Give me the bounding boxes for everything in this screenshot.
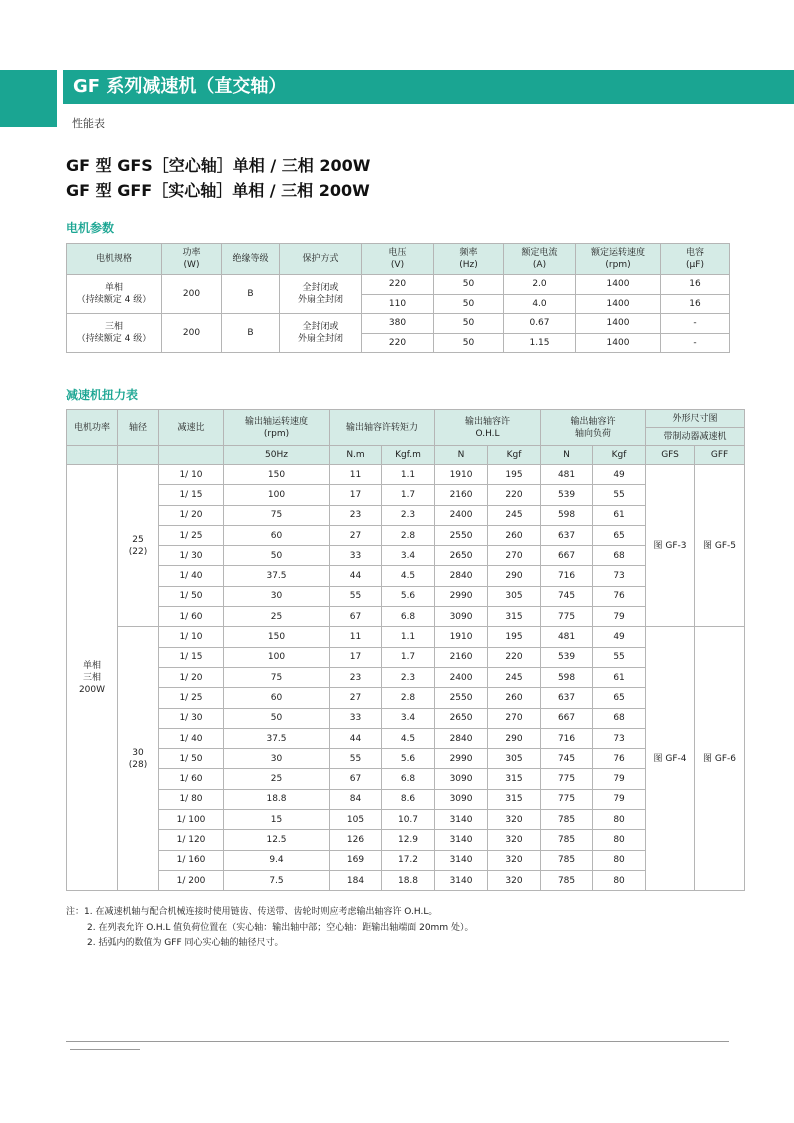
- torque-value-cell: 100: [224, 485, 330, 505]
- torque-value-cell: 1/ 40: [159, 728, 224, 748]
- torque-value-cell: 1/ 50: [159, 586, 224, 606]
- torque-value-cell: 667: [541, 546, 593, 566]
- torque-value-cell: 260: [488, 525, 541, 545]
- torque-dim-gff-cell: 图 GF-5: [695, 465, 745, 627]
- motor-header-cell: 额定电流 (A): [504, 244, 576, 275]
- torque-unit-cell: N: [435, 446, 488, 465]
- torque-value-cell: 6.8: [382, 607, 435, 627]
- torque-value-cell: 76: [593, 749, 646, 769]
- torque-table: [66, 409, 745, 891]
- torque-value-cell: 1/ 30: [159, 708, 224, 728]
- torque-dim-gfs-cell: 图 GF-4: [646, 627, 695, 891]
- torque-value-cell: 539: [541, 485, 593, 505]
- torque-value-cell: 3090: [435, 769, 488, 789]
- motor-header-cell: 电机规格: [67, 244, 162, 275]
- motor-spec-cell: 三相 （持续额定 4 级）: [67, 314, 162, 353]
- motor-value-cell: 110: [362, 294, 434, 314]
- torque-value-cell: 637: [541, 525, 593, 545]
- torque-header-ohl: 输出轴容许 O.H.L: [435, 410, 541, 446]
- torque-unit-blank: [118, 446, 159, 465]
- torque-shaft-cell: 30 (28): [118, 627, 159, 891]
- torque-value-cell: 775: [541, 769, 593, 789]
- torque-row: [67, 485, 745, 505]
- torque-value-cell: 68: [593, 546, 646, 566]
- note-1: 注：1. 在减速机轴与配合机械连接时使用链齿、传送带、齿轮时则应考虑输出轴容许 O.H.L。: [66, 907, 438, 917]
- torque-unit-cell: N: [541, 446, 593, 465]
- torque-value-cell: 785: [541, 850, 593, 870]
- torque-row: [67, 607, 745, 627]
- torque-value-cell: 79: [593, 607, 646, 627]
- torque-value-cell: 50: [224, 546, 330, 566]
- torque-value-cell: 1.7: [382, 647, 435, 667]
- torque-value-cell: 7.5: [224, 870, 330, 890]
- torque-value-cell: 4.5: [382, 566, 435, 586]
- motor-header-cell: 保护方式: [280, 244, 362, 275]
- torque-value-cell: 637: [541, 688, 593, 708]
- torque-value-cell: 79: [593, 789, 646, 809]
- torque-value-cell: 55: [330, 586, 382, 606]
- torque-value-cell: 61: [593, 667, 646, 687]
- torque-value-cell: 270: [488, 546, 541, 566]
- motor-protection-cell: 全封闭或 外扇全封闭: [280, 314, 362, 353]
- torque-value-cell: 1.7: [382, 485, 435, 505]
- torque-value-cell: 290: [488, 728, 541, 748]
- torque-row: [67, 810, 745, 830]
- torque-row: [67, 728, 745, 748]
- torque-value-cell: 2.8: [382, 688, 435, 708]
- torque-header-speed: 输出轴运转速度 (rpm): [224, 410, 330, 446]
- torque-value-cell: 1/ 100: [159, 810, 224, 830]
- motor-value-cell: 4.0: [504, 294, 576, 314]
- motor-value-cell: 1400: [576, 314, 661, 334]
- torque-value-cell: 150: [224, 465, 330, 485]
- torque-value-cell: 1/ 200: [159, 870, 224, 890]
- torque-value-cell: 598: [541, 667, 593, 687]
- motor-row: [67, 275, 730, 295]
- torque-value-cell: 37.5: [224, 566, 330, 586]
- torque-value-cell: 1/ 10: [159, 465, 224, 485]
- torque-value-cell: 2.8: [382, 525, 435, 545]
- torque-value-cell: 80: [593, 830, 646, 850]
- torque-row: [67, 546, 745, 566]
- torque-row: [67, 566, 745, 586]
- torque-header-ratio: 减速比: [159, 410, 224, 446]
- torque-unit-cell: Kgf: [488, 446, 541, 465]
- motor-value-cell: 380: [362, 314, 434, 334]
- torque-header-axial: 输出轴容许 轴向负荷: [541, 410, 646, 446]
- motor-value-cell: -: [661, 314, 730, 334]
- torque-value-cell: 1.1: [382, 465, 435, 485]
- torque-value-cell: 27: [330, 525, 382, 545]
- torque-row: [67, 647, 745, 667]
- torque-value-cell: 15: [224, 810, 330, 830]
- motor-power-cell: 200: [162, 275, 222, 314]
- torque-value-cell: 785: [541, 870, 593, 890]
- torque-value-cell: 481: [541, 627, 593, 647]
- motor-insulation-cell: B: [222, 275, 280, 314]
- torque-value-cell: 55: [593, 647, 646, 667]
- torque-value-cell: 1/ 80: [159, 789, 224, 809]
- torque-value-cell: 245: [488, 505, 541, 525]
- torque-row: [67, 667, 745, 687]
- torque-value-cell: 8.6: [382, 789, 435, 809]
- torque-value-cell: 17.2: [382, 850, 435, 870]
- torque-value-cell: 17: [330, 647, 382, 667]
- torque-row: [67, 505, 745, 525]
- torque-value-cell: 37.5: [224, 728, 330, 748]
- torque-value-cell: 2650: [435, 546, 488, 566]
- torque-value-cell: 1/ 15: [159, 647, 224, 667]
- torque-value-cell: 315: [488, 769, 541, 789]
- torque-value-cell: 11: [330, 627, 382, 647]
- motor-value-cell: 2.0: [504, 275, 576, 295]
- torque-value-cell: 25: [224, 607, 330, 627]
- torque-value-cell: 73: [593, 728, 646, 748]
- torque-value-cell: 1910: [435, 465, 488, 485]
- torque-value-cell: 76: [593, 586, 646, 606]
- torque-value-cell: 1/ 60: [159, 769, 224, 789]
- torque-value-cell: 3140: [435, 870, 488, 890]
- motor-value-cell: -: [661, 333, 730, 353]
- torque-value-cell: 667: [541, 708, 593, 728]
- torque-value-cell: 18.8: [224, 789, 330, 809]
- torque-value-cell: 55: [593, 485, 646, 505]
- torque-value-cell: 1/ 30: [159, 546, 224, 566]
- torque-value-cell: 320: [488, 830, 541, 850]
- torque-row: [67, 769, 745, 789]
- motor-header-cell: 绝缘等级: [222, 244, 280, 275]
- torque-value-cell: 1/ 50: [159, 749, 224, 769]
- torque-value-cell: 9.4: [224, 850, 330, 870]
- torque-value-cell: 3.4: [382, 708, 435, 728]
- torque-unit-blank: [67, 446, 118, 465]
- torque-unit-cell: N.m: [330, 446, 382, 465]
- motor-params-table: [66, 243, 730, 353]
- torque-value-cell: 2.3: [382, 505, 435, 525]
- torque-value-cell: 65: [593, 525, 646, 545]
- torque-value-cell: 2550: [435, 525, 488, 545]
- torque-value-cell: 1/ 160: [159, 850, 224, 870]
- torque-row: [67, 465, 745, 485]
- motor-value-cell: 50: [434, 294, 504, 314]
- torque-value-cell: 80: [593, 810, 646, 830]
- torque-value-cell: 150: [224, 627, 330, 647]
- torque-value-cell: 195: [488, 465, 541, 485]
- motor-value-cell: 220: [362, 333, 434, 353]
- torque-value-cell: 12.5: [224, 830, 330, 850]
- torque-row: [67, 749, 745, 769]
- motor-protection-cell: 全封闭或 外扇全封闭: [280, 275, 362, 314]
- torque-dim-gff-cell: 图 GF-6: [695, 627, 745, 891]
- torque-unit-cell: Kgf.m: [382, 446, 435, 465]
- motor-value-cell: 50: [434, 333, 504, 353]
- torque-value-cell: 745: [541, 586, 593, 606]
- torque-value-cell: 44: [330, 566, 382, 586]
- motor-insulation-cell: B: [222, 314, 280, 353]
- motor-header-cell: 额定运转速度 (rpm): [576, 244, 661, 275]
- torque-value-cell: 44: [330, 728, 382, 748]
- torque-value-cell: 716: [541, 566, 593, 586]
- torque-value-cell: 49: [593, 465, 646, 485]
- torque-value-cell: 1/ 60: [159, 607, 224, 627]
- torque-dim-gfs-cell: 图 GF-3: [646, 465, 695, 627]
- motor-section-title: 电机参数: [66, 221, 115, 235]
- torque-value-cell: 4.5: [382, 728, 435, 748]
- header-accent-block: [0, 70, 57, 127]
- motor-value-cell: 1400: [576, 333, 661, 353]
- torque-unit-blank: [159, 446, 224, 465]
- torque-value-cell: 785: [541, 810, 593, 830]
- torque-value-cell: 10.7: [382, 810, 435, 830]
- torque-value-cell: 305: [488, 749, 541, 769]
- torque-value-cell: 305: [488, 586, 541, 606]
- torque-value-cell: 1/ 40: [159, 566, 224, 586]
- motor-header-cell: 电容 (μF): [661, 244, 730, 275]
- torque-unit-cell: GFS: [646, 446, 695, 465]
- torque-unit-cell: 50Hz: [224, 446, 330, 465]
- torque-value-cell: 184: [330, 870, 382, 890]
- torque-value-cell: 2400: [435, 505, 488, 525]
- torque-value-cell: 775: [541, 789, 593, 809]
- torque-value-cell: 3090: [435, 607, 488, 627]
- torque-value-cell: 2160: [435, 485, 488, 505]
- torque-value-cell: 27: [330, 688, 382, 708]
- torque-value-cell: 169: [330, 850, 382, 870]
- torque-value-cell: 1/ 25: [159, 688, 224, 708]
- torque-value-cell: 716: [541, 728, 593, 748]
- torque-value-cell: 2400: [435, 667, 488, 687]
- torque-value-cell: 126: [330, 830, 382, 850]
- footnotes: [66, 905, 473, 952]
- torque-header-row-1: [67, 410, 745, 428]
- motor-power-cell: 200: [162, 314, 222, 353]
- torque-value-cell: 2650: [435, 708, 488, 728]
- torque-value-cell: 2840: [435, 728, 488, 748]
- torque-value-cell: 11: [330, 465, 382, 485]
- motor-value-cell: 1400: [576, 275, 661, 295]
- torque-value-cell: 75: [224, 667, 330, 687]
- torque-value-cell: 61: [593, 505, 646, 525]
- torque-row: [67, 789, 745, 809]
- torque-value-cell: 2990: [435, 749, 488, 769]
- motor-value-cell: 16: [661, 275, 730, 295]
- motor-value-cell: 16: [661, 294, 730, 314]
- torque-unit-cell: Kgf: [593, 446, 646, 465]
- page-subtitle: 性能表: [72, 117, 105, 130]
- torque-section-title: 减速机扭力表: [66, 388, 139, 402]
- motor-header-cell: 频率 (Hz): [434, 244, 504, 275]
- motor-value-cell: 50: [434, 314, 504, 334]
- motor-value-cell: 0.67: [504, 314, 576, 334]
- torque-value-cell: 55: [330, 749, 382, 769]
- torque-value-cell: 1/ 20: [159, 667, 224, 687]
- torque-value-cell: 315: [488, 789, 541, 809]
- motor-value-cell: 50: [434, 275, 504, 295]
- torque-value-cell: 30: [224, 586, 330, 606]
- torque-value-cell: 50: [224, 708, 330, 728]
- motor-value-cell: 220: [362, 275, 434, 295]
- torque-value-cell: 1/ 20: [159, 505, 224, 525]
- torque-value-cell: 481: [541, 465, 593, 485]
- torque-value-cell: 320: [488, 870, 541, 890]
- torque-value-cell: 195: [488, 627, 541, 647]
- torque-value-cell: 65: [593, 688, 646, 708]
- torque-row: [67, 708, 745, 728]
- torque-value-cell: 75: [224, 505, 330, 525]
- motor-value-cell: 1400: [576, 294, 661, 314]
- torque-value-cell: 539: [541, 647, 593, 667]
- torque-value-cell: 30: [224, 749, 330, 769]
- torque-value-cell: 775: [541, 607, 593, 627]
- torque-value-cell: 3140: [435, 810, 488, 830]
- torque-value-cell: 12.9: [382, 830, 435, 850]
- torque-value-cell: 220: [488, 647, 541, 667]
- motor-header-cell: 功率 (W): [162, 244, 222, 275]
- torque-header-dim-sub: 带制动器减速机: [646, 428, 745, 446]
- torque-value-cell: 67: [330, 607, 382, 627]
- torque-value-cell: 2160: [435, 647, 488, 667]
- torque-shaft-cell: 25 (22): [118, 465, 159, 627]
- torque-value-cell: 25: [224, 769, 330, 789]
- torque-value-cell: 68: [593, 708, 646, 728]
- torque-value-cell: 60: [224, 525, 330, 545]
- motor-header-row: [67, 244, 730, 275]
- torque-row: [67, 850, 745, 870]
- torque-power-cell: 单相 三相 200W: [67, 465, 118, 891]
- note-3: 2. 括弧内的数值为 GFF 同心实心轴的轴径尺寸。: [87, 938, 284, 948]
- torque-value-cell: 3140: [435, 850, 488, 870]
- torque-value-cell: 18.8: [382, 870, 435, 890]
- torque-unit-cell: GFF: [695, 446, 745, 465]
- torque-header-dim: 外形尺寸图: [646, 410, 745, 428]
- torque-value-cell: 270: [488, 708, 541, 728]
- torque-value-cell: 79: [593, 769, 646, 789]
- torque-row: [67, 586, 745, 606]
- torque-value-cell: 1/ 15: [159, 485, 224, 505]
- torque-value-cell: 23: [330, 505, 382, 525]
- torque-row: [67, 688, 745, 708]
- torque-value-cell: 598: [541, 505, 593, 525]
- torque-value-cell: 1/ 10: [159, 627, 224, 647]
- torque-value-cell: 33: [330, 708, 382, 728]
- torque-value-cell: 6.8: [382, 769, 435, 789]
- torque-row: [67, 525, 745, 545]
- note-2: 2. 在列表允许 O.H.L 值负荷位置在（实心轴：输出轴中部；空心轴：距输出轴端面 20mm 处）。: [87, 922, 474, 933]
- torque-value-cell: 49: [593, 627, 646, 647]
- torque-header-torque: 输出轴容许转矩力: [330, 410, 435, 446]
- torque-value-cell: 80: [593, 870, 646, 890]
- torque-value-cell: 33: [330, 546, 382, 566]
- torque-value-cell: 315: [488, 607, 541, 627]
- torque-value-cell: 1.1: [382, 627, 435, 647]
- torque-value-cell: 60: [224, 688, 330, 708]
- torque-value-cell: 1/ 120: [159, 830, 224, 850]
- torque-value-cell: 1/ 25: [159, 525, 224, 545]
- torque-value-cell: 785: [541, 830, 593, 850]
- torque-value-cell: 1910: [435, 627, 488, 647]
- footer-rule: [66, 1041, 729, 1042]
- torque-value-cell: 3090: [435, 789, 488, 809]
- torque-value-cell: 5.6: [382, 749, 435, 769]
- motor-spec-cell: 单相 （持续额定 4 级）: [67, 275, 162, 314]
- motor-value-cell: 1.15: [504, 333, 576, 353]
- torque-value-cell: 2.3: [382, 667, 435, 687]
- torque-value-cell: 2990: [435, 586, 488, 606]
- torque-value-cell: 105: [330, 810, 382, 830]
- torque-value-cell: 2840: [435, 566, 488, 586]
- torque-value-cell: 3.4: [382, 546, 435, 566]
- torque-value-cell: 260: [488, 688, 541, 708]
- page-title: GF 系列减速机（直交轴）: [63, 70, 794, 104]
- footer-short-rule: [70, 1049, 140, 1050]
- torque-value-cell: 17: [330, 485, 382, 505]
- model-heading-gff: GF 型 GFF［实心轴］单相 / 三相 200W: [66, 181, 370, 200]
- torque-value-cell: 67: [330, 769, 382, 789]
- torque-value-cell: 320: [488, 850, 541, 870]
- torque-value-cell: 100: [224, 647, 330, 667]
- torque-value-cell: 73: [593, 566, 646, 586]
- torque-header-shaft: 轴径: [118, 410, 159, 446]
- torque-row: [67, 830, 745, 850]
- torque-value-cell: 23: [330, 667, 382, 687]
- torque-value-cell: 3140: [435, 830, 488, 850]
- torque-value-cell: 2550: [435, 688, 488, 708]
- torque-value-cell: 84: [330, 789, 382, 809]
- model-heading-gfs: GF 型 GFS［空心轴］单相 / 三相 200W: [66, 156, 371, 175]
- torque-unit-row: [67, 446, 745, 465]
- motor-header-cell: 电压 (V): [362, 244, 434, 275]
- torque-value-cell: 245: [488, 667, 541, 687]
- motor-row: [67, 314, 730, 334]
- torque-value-cell: 5.6: [382, 586, 435, 606]
- torque-value-cell: 745: [541, 749, 593, 769]
- torque-row: [67, 627, 745, 647]
- torque-row: [67, 870, 745, 890]
- torque-value-cell: 220: [488, 485, 541, 505]
- torque-value-cell: 320: [488, 810, 541, 830]
- torque-value-cell: 290: [488, 566, 541, 586]
- torque-header-power: 电机功率: [67, 410, 118, 446]
- torque-value-cell: 80: [593, 850, 646, 870]
